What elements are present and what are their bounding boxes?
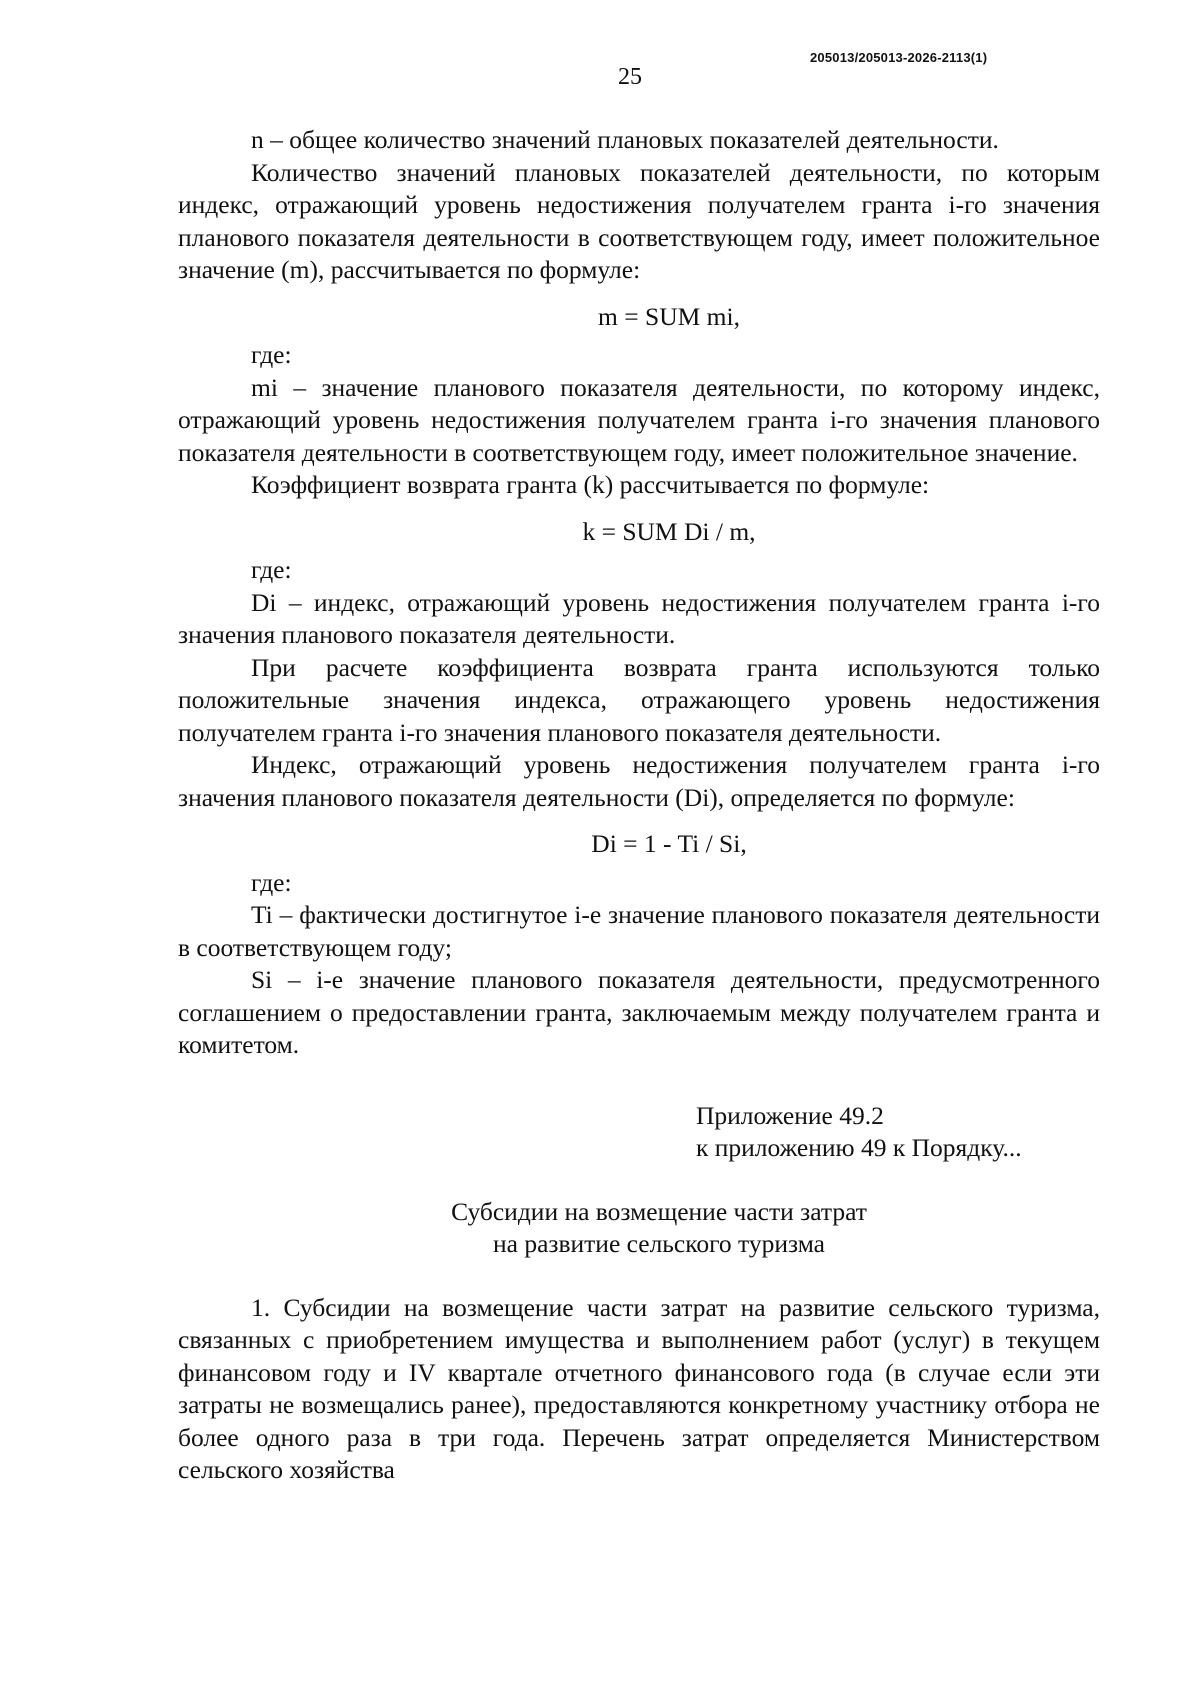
appendix-reference — [696, 1100, 1100, 1165]
paragraph-di-definition: Di – индекс, отражающий уровень недостижения получателем гранта i-го значения планового показателя деятельности. — [178, 587, 1100, 649]
formula-k: k = SUM Di / m, — [582, 516, 756, 546]
formula-m: m = SUM mi, — [598, 301, 740, 331]
section-paragraph-1: 1. Субсидии на возмещение части затрат на развитие сельского туризма, связанных с приобретением имущества и выполнением работ (услуг) в текущем финансовом году и IV квартале отчетного финансового года (в случае если эти затраты не возмещались ранее), предоставляются конкретному участнику отбора не более одного раза в три года. Перечень затрат определяется Министерством сельского хозяйства — [178, 1292, 1100, 1484]
paragraph-mi-definition: mi – значение планового показателя деятельности, по которому индекс, отражающий уровень недостижения получателем гранта i-го значения планового показателя деятельности в соответствующем году, имеет положительное значение. — [178, 372, 1100, 467]
paragraph-k-intro: Коэффициент возврата гранта (k) рассчитывается по формуле: — [251, 470, 930, 499]
appendix-line-2: к приложению 49 к Порядку... — [696, 1133, 1022, 1162]
paragraph-di-intro: Индекс, отражающий уровень недостижения получателем гранта i-го значения планового показателя деятельности (Di), определяется по формуле: — [178, 750, 1100, 812]
document-body — [178, 124, 1100, 1487]
where-label: где: — [251, 867, 292, 897]
section-title-line-1: Субсидии на возмещение части затрат — [451, 1196, 867, 1226]
paragraph-positive-values: При расчете коэффициента возврата гранта используются только положительные значения индекса, отражающего уровень недостижения получателем гранта i-го значения планового показателя деятельности. — [178, 652, 1100, 747]
formula-di: Di = 1 - Ti / Si, — [591, 829, 747, 858]
page-number: 25 — [618, 64, 642, 90]
paragraph-m-calculation: Количество значений плановых показателей деятельности, по которым индекс, отражающий уровень недостижения получателем гранта i-го значения планового показателя деятельности в соответствующем году, имеет положительное значение (m), рассчитывается по формуле: — [178, 157, 1100, 284]
where-label: где: — [251, 340, 292, 369]
document-id: 205013/205013-2026-2113(1) — [810, 50, 988, 65]
where-label: где: — [251, 555, 292, 584]
paragraph-ti-definition: Ti – фактически достигнутое i-е значение планового показателя деятельности в соответствующем году; — [178, 900, 1100, 962]
section-title — [178, 1196, 1100, 1261]
appendix-line-1: Приложение 49.2 — [696, 1100, 884, 1130]
paragraph-n-definition: n – общее количество значений плановых показателей деятельности. — [251, 125, 999, 154]
section-title-line-2: на развитие сельского туризма — [492, 1229, 825, 1258]
paragraph-si-definition: Si – i-е значение планового показателя деятельности, предусмотренного соглашением о предоставлении гранта, заключаемым между получателем гранта и комитетом. — [178, 965, 1100, 1059]
